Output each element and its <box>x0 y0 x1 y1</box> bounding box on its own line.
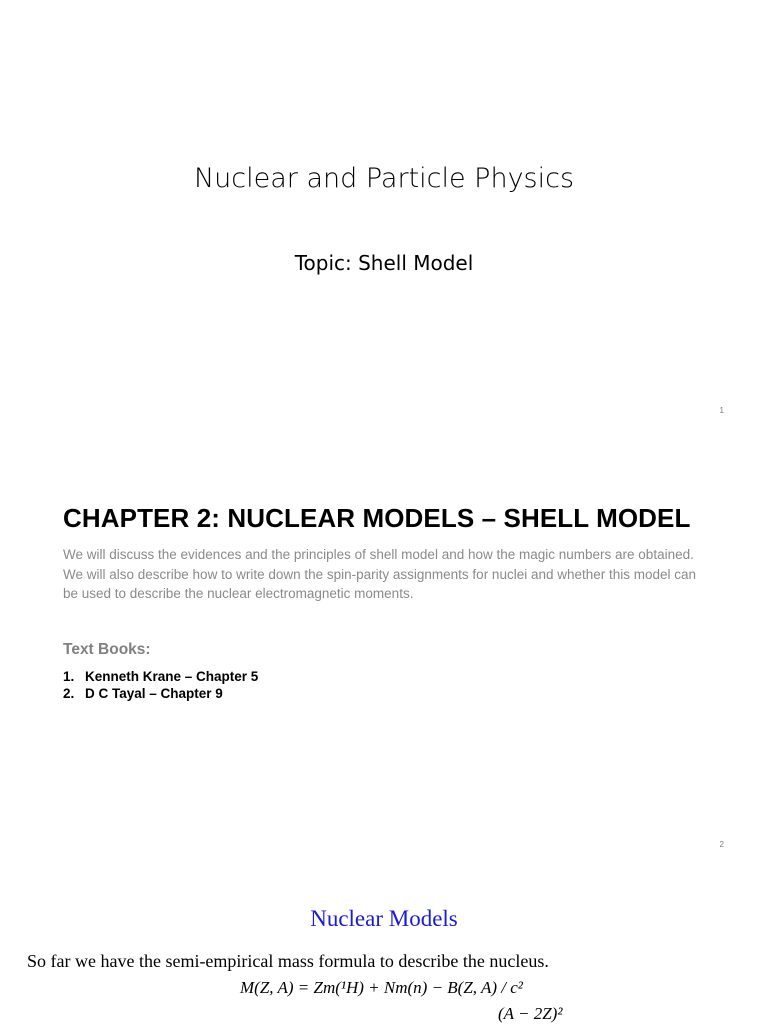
mass-formula-equation: M(Z, A) = Zm(¹H) + Nm(n) − B(Z, A) / c² <box>240 978 523 997</box>
slide-2 <box>0 432 768 864</box>
textbooks-list <box>63 668 258 702</box>
textbook-title: D C Tayal – Chapter 9 <box>85 686 223 701</box>
slide-3 <box>0 864 768 1024</box>
slide-1-subtitle: Topic: Shell Model <box>294 251 474 275</box>
textbook-item <box>63 668 258 685</box>
slide-2-description: We will discuss the evidences and the principles of shell model and how the magic numbers are obtained. We will also describe how to write down the spin-parity assignments for nuclei and whether this model can be used to describe the nuclear electromagnetic moments. <box>63 547 697 601</box>
asymmetry-term-fragment: (A − 2Z)² <box>498 1004 563 1023</box>
slide-1 <box>0 0 768 432</box>
textbook-number: 2. <box>63 686 75 701</box>
textbooks-heading: Text Books: <box>63 641 151 658</box>
textbook-title: Kenneth Krane – Chapter 5 <box>85 669 259 684</box>
slide-1-title: Nuclear and Particle Physics <box>193 163 575 194</box>
slide-1-page-number: 1 <box>719 406 724 415</box>
textbook-number: 1. <box>63 669 75 684</box>
slide-3-intro: So far we have the semi-empirical mass formula to describe the nucleus. <box>27 951 549 971</box>
slide-2-title: CHAPTER 2: NUCLEAR MODELS – SHELL MODEL <box>63 503 691 533</box>
slide-2-page-number: 2 <box>719 840 724 849</box>
slide-3-title: Nuclear Models <box>310 906 458 931</box>
textbook-item <box>63 685 258 702</box>
